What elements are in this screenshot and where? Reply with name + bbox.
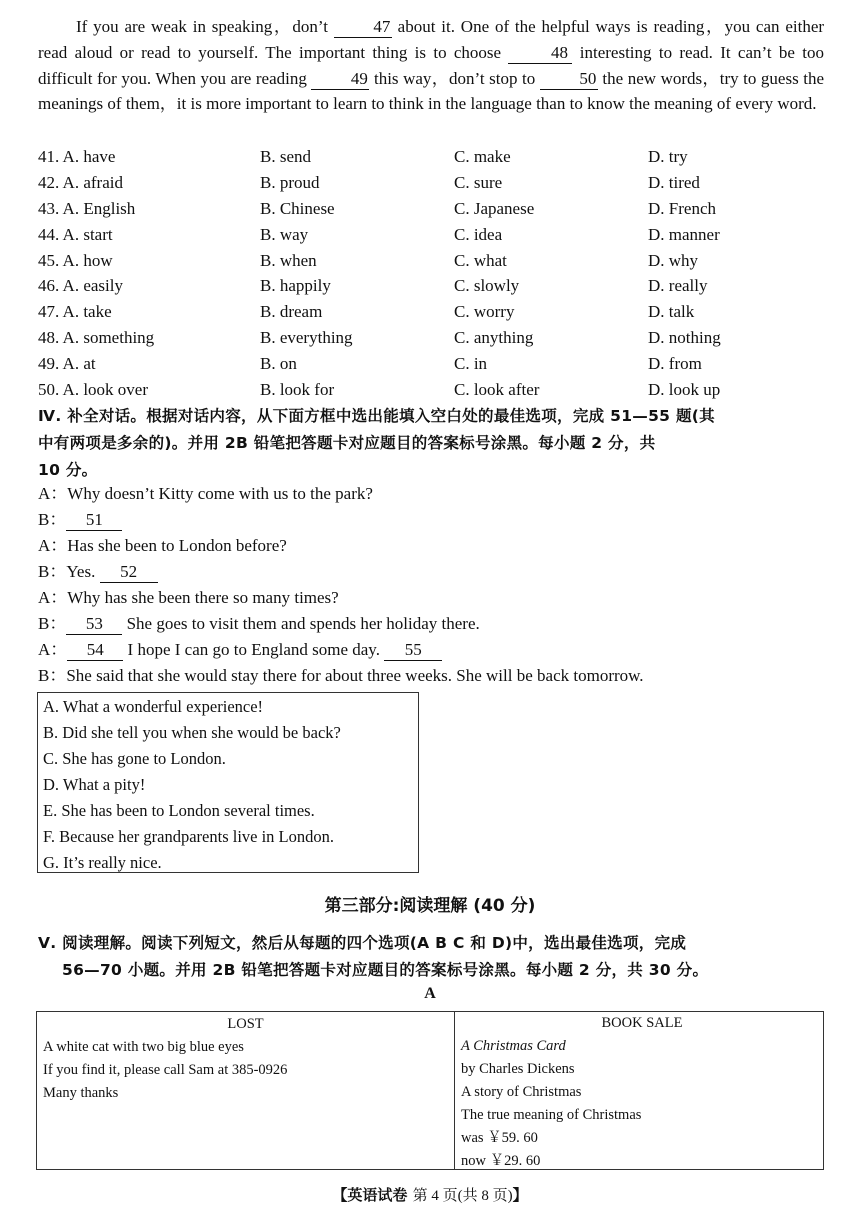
option-b: B. look for (260, 380, 335, 400)
passage-text: about it. One of the helpful ways is reading，you can either read aloud or read to yourself. The important thing is to choose (38, 17, 825, 62)
option-d: D. really (648, 276, 708, 296)
option-b: B. send (260, 147, 311, 166)
choice-item: E. She has been to London several times. (43, 801, 315, 820)
passage-text: If you are weak in speaking，don’t (76, 17, 328, 36)
option-b: B. Chinese (260, 198, 335, 218)
option-a: 46. A. easily (38, 276, 123, 296)
book-line: The true meaning of Christmas (461, 1107, 642, 1123)
speaker: B： (38, 614, 67, 633)
lost-line: Many thanks (43, 1085, 119, 1101)
choice-item: G. It’s really nice. (43, 853, 162, 872)
dialogue-line (38, 507, 828, 533)
book-line: by Charles Dickens (461, 1061, 575, 1077)
choice-item: B. Did she tell you when she would be back? (43, 723, 341, 742)
dialogue-line (38, 637, 828, 663)
option-row (38, 299, 828, 325)
old-price: was ￥59. 60 (461, 1130, 538, 1146)
instruction-line: 56—70 小题。并用 2B 铅笔把答题卡对应题目的答案标号涂黑。每小题 2 分，共 30 分。 (62, 961, 709, 979)
option-c: C. idea (454, 224, 503, 244)
new-price: now ￥29. 60 (461, 1153, 541, 1169)
lost-notice (37, 1012, 455, 1169)
instruction-line: 10 分。 (38, 461, 98, 479)
section-5-instructions (38, 930, 826, 984)
option-row (38, 273, 828, 299)
option-c: C. look after (454, 380, 540, 400)
dialogue (38, 481, 828, 689)
blank-51: 51 (66, 510, 122, 531)
option-b: B. happily (260, 276, 331, 296)
option-a: 42. A. afraid (38, 172, 123, 192)
option-row (38, 170, 828, 196)
option-a: 49. A. at (38, 354, 96, 374)
option-d: D. look up (648, 380, 721, 400)
speaker: B： (38, 510, 67, 529)
option-d: D. why (648, 250, 699, 270)
option-c: C. make (454, 147, 511, 166)
option-a: 47. A. take (38, 302, 112, 322)
book-title: A Christmas Card (461, 1038, 566, 1054)
option-d: D. try (648, 147, 688, 166)
blank-54: 54 (67, 640, 123, 661)
passage-a-label: A (424, 985, 436, 1002)
option-row (38, 248, 828, 274)
option-row (38, 377, 828, 403)
option-row (38, 222, 828, 248)
cloze-options (38, 144, 828, 403)
blank-48: 48 (508, 43, 572, 64)
option-a: 43. A. English (38, 198, 136, 218)
speaker: A： (38, 640, 68, 659)
instruction-line: Ⅳ. 补全对话。根据对话内容，从下面方框中选出能填入空白处的最佳选项，完成 51—55 题(其 (38, 407, 715, 425)
choice-item: D. What a pity! (43, 775, 146, 794)
blank-47: 47 (334, 17, 392, 38)
page-footer (0, 1184, 860, 1205)
section-4-instructions (38, 403, 826, 484)
dialogue-line (38, 611, 828, 637)
option-b: B. on (260, 354, 297, 374)
lost-line: A white cat with two big blue eyes (43, 1039, 244, 1055)
cloze-passage (38, 14, 824, 117)
dialogue-text: She goes to visit them and spends her holiday there. (126, 614, 480, 633)
passage-text: this way，don’t stop to (373, 68, 536, 88)
dialogue-line: A：Why doesn’t Kitty come with us to the park? (38, 484, 373, 503)
book-line: A story of Christmas (461, 1084, 582, 1100)
dialogue-line (38, 559, 828, 585)
dialogue-text: I hope I can go to England some day. (127, 640, 380, 659)
page-number: 第 4 页(共 8 页) (412, 1188, 513, 1204)
blank-52: 52 (100, 562, 158, 583)
option-b: B. dream (260, 302, 323, 322)
option-row (38, 325, 828, 351)
instruction-line: Ⅴ. 阅读理解。阅读下列短文，然后从每题的四个选项(A B C 和 D)中，选出最佳选项，完成 (38, 934, 687, 952)
choice-item: F. Because her grandparents live in London. (43, 827, 335, 846)
option-a: 45. A. how (38, 250, 113, 270)
option-row (38, 144, 828, 170)
choice-item: C. She has gone to London. (43, 749, 226, 768)
blank-49: 49 (311, 69, 369, 90)
dialogue-text: B：Yes. (38, 562, 96, 581)
option-b: B. everything (260, 328, 353, 348)
lost-heading: LOST (227, 1016, 264, 1032)
option-d: D. French (648, 198, 716, 218)
option-a: 41. A. have (38, 147, 116, 166)
book-sale-heading: BOOK SALE (601, 1015, 683, 1031)
option-c: C. what (454, 250, 507, 270)
option-d: D. manner (648, 224, 720, 244)
dialogue-line: A：Why has she been there so many times? (38, 588, 339, 607)
choice-item: A. What a wonderful experience! (43, 697, 264, 716)
option-a: 48. A. something (38, 328, 155, 348)
option-a: 50. A. look over (38, 380, 149, 400)
blank-53: 53 (66, 614, 122, 635)
dialogue-line: B：She said that she would stay there for about three weeks. She will be back tomorrow. (38, 666, 644, 685)
option-a: 44. A. start (38, 224, 113, 244)
option-d: D. tired (648, 172, 700, 192)
option-c: C. worry (454, 302, 515, 322)
option-d: D. from (648, 354, 702, 374)
option-c: C. sure (454, 172, 503, 192)
dialogue-line: A：Has she been to London before? (38, 536, 287, 555)
option-row (38, 351, 828, 377)
option-c: C. anything (454, 328, 534, 348)
option-c: C. Japanese (454, 198, 535, 218)
blank-55: 55 (384, 640, 442, 661)
option-c: C. slowly (454, 276, 520, 296)
option-b: B. way (260, 224, 309, 244)
option-c: C. in (454, 354, 488, 374)
passage-text: the new words，try to guess the meanings of them，it is more important to learn to think in the language than to know the meaning of every word. (38, 68, 825, 114)
book-sale-notice (455, 1012, 823, 1169)
option-b: B. when (260, 250, 317, 270)
option-row (38, 196, 828, 222)
footer-label-end: 】 (512, 1186, 528, 1204)
instruction-line: 中有两项是多余的)。并用 2B 铅笔把答题卡对应题目的答案标号涂黑。每小题 2 分，共 (38, 434, 656, 452)
lost-line: If you find it, please call Sam at 385-0926 (43, 1062, 288, 1078)
option-b: B. proud (260, 172, 320, 192)
passage-text: interesting to read. It can’t be too difficult for you. When you are reading (38, 42, 825, 88)
blank-50: 50 (540, 69, 598, 90)
part-3-title: 第三部分:阅读理解 (40 分) (324, 896, 536, 916)
choices-box (37, 692, 419, 873)
notice-table (36, 1011, 824, 1170)
option-d: D. nothing (648, 328, 721, 348)
footer-label: 【英语试卷 (332, 1186, 408, 1204)
option-d: D. talk (648, 302, 695, 322)
